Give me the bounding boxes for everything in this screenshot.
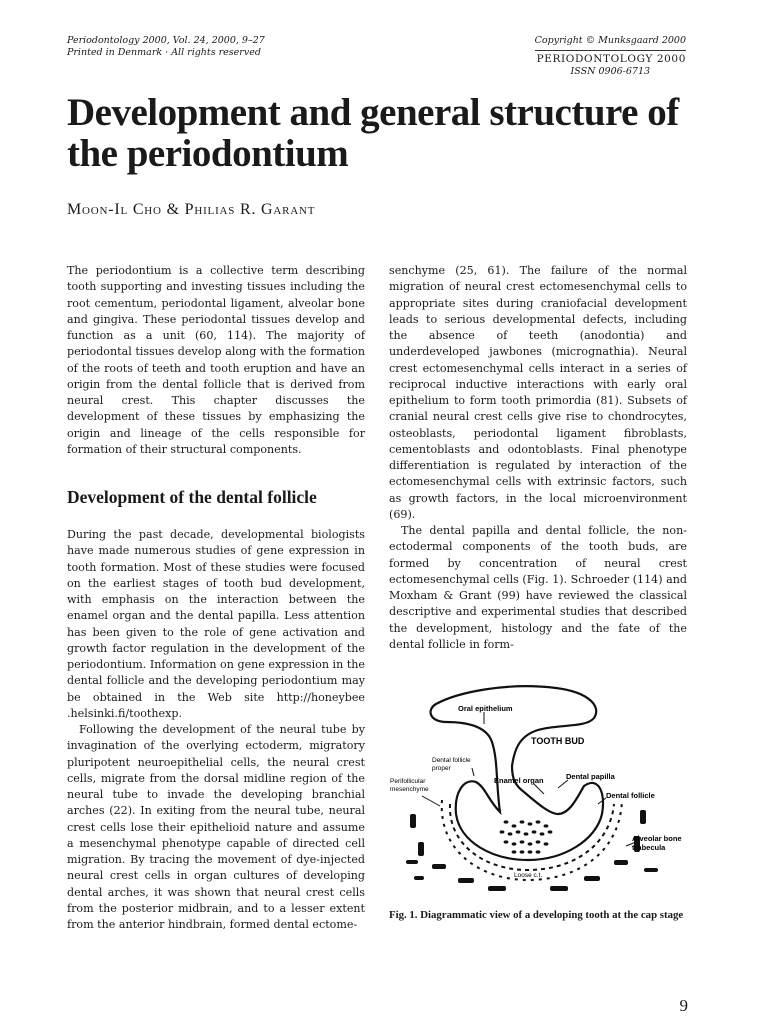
section-heading: Development of the dental follicle bbox=[67, 487, 317, 507]
issn-line: ISSN 0906-6713 bbox=[570, 66, 651, 77]
article-authors: Moon-Il Cho & Philias R. Garant bbox=[67, 201, 316, 218]
citation-line: Periodontology 2000, Vol. 24, 2000, 9–27 bbox=[67, 35, 265, 46]
label-perifollicular: mesenchyme bbox=[390, 786, 429, 793]
figure-caption: Fig. 1. Diagrammatic view of a developing tooth at the cap stage bbox=[389, 909, 684, 921]
right-column bbox=[389, 263, 687, 653]
label-dental-follicle: Dental follicle bbox=[606, 791, 655, 800]
label-dental-follicle-proper: Dental follicle bbox=[432, 757, 471, 764]
label-enamel-organ: Enamel organ bbox=[494, 776, 544, 785]
body-paragraph: During the past decade, developmental biologists have made numerous studies of gene expression in tooth formation. Most of these studies were focused on the earliest stages of tooth bud development, with emphasis on the interaction between the enamel organ and the dental papilla. Less attention has been given to the role of gene activation and growth factor regulation in the development of the periodontium. Information on gene expression in the dental follicle and the developing periodontium may be obtained in the Web site http://honeybee .helsinki.fi/toothexp. bbox=[67, 528, 365, 720]
body-paragraph: senchyme (25, 61). The failure of the normal migration of neural crest ectomesenchymal cells to appropriate sites during craniofacial development leads to serious developmental defects, including the absence of teeth (anodontia) and underdeveloped jawbones (micrognathia). Neural crest ectomesenchymal cells interact in a series of reciprocal inductive interactions with early oral epithelium to form tooth primordia (81). Subsets of cranial neural crest cells give rise to chondrocytes, osteoblasts, periodontal ligament fibroblasts, cementoblasts and odontoblasts. Final phenotype differentiation is regulated by interaction of the ectomesenchymal cells with extrinsic factors, such as growth factors, in the local microenvironment (69). bbox=[389, 264, 687, 521]
page-number: 9 bbox=[679, 996, 688, 1015]
label-alveolar-bone: Alveolar bone bbox=[632, 834, 682, 843]
label-loose-ct: Loose c.t. bbox=[514, 872, 543, 879]
printed-line: Printed in Denmark · All rights reserved bbox=[67, 47, 261, 58]
label-tooth-bud: TOOTH BUD bbox=[531, 736, 585, 746]
label-perifollicular: Perifollicular bbox=[390, 778, 426, 785]
label-alveolar-bone: trabecula bbox=[632, 843, 666, 852]
label-dental-papilla: Dental papilla bbox=[566, 772, 615, 781]
dental-papilla-cells bbox=[500, 820, 553, 853]
left-column bbox=[67, 263, 365, 933]
journal-name: PERIODONTOLOGY 2000 bbox=[535, 50, 686, 65]
tooth-bud-diagram bbox=[388, 664, 688, 896]
intro-paragraph: The periodontium is a collective term describing tooth supporting and investing tissues including the root cementum, periodontal ligament, alveolar bone and gingiva. These periodontal tissues develop and function as a unit (60, 114). The majority of periodontal tissues develop along with the formation of the roots of teeth and tooth eruption and have an origin from the dental follicle that is derived from neural crest. This chapter discusses the development of these tissues by emphasizing the origin and lineage of the cells responsible for formation of their structural components. bbox=[67, 264, 365, 456]
label-dental-follicle-proper: proper bbox=[432, 765, 451, 772]
article-title: Development and general structure of the periodontium bbox=[67, 91, 679, 175]
journal-citation bbox=[67, 35, 265, 59]
body-paragraph: Following the development of the neural tube by invagination of the overlying ectoderm, migratory pluripotent neuroepithelial cells, the neural crest cells, migrate from the dorsal midline region of the neural tube to invade the developing branchial arches (22). In exiting from the neural tube, neural crest cells lose their epithelioid nature and assume a mesenchymal phenotype capable of directed cell migration. By tracing the movement of dye-injected neural crest cells in organ cultures of developing dental arches, it was shown that neural crest cells from the posterior midbrain, and to a lesser extent from the anterior hindbrain, formed dental ectome- bbox=[67, 723, 365, 931]
label-oral-epithelium: Oral epithelium bbox=[458, 704, 513, 713]
body-paragraph: The dental papilla and dental follicle, the non-ectodermal components of the tooth buds, are formed by concentration of neural crest ectomesenchymal cells (Fig. 1). Schroeder (114) and Moxham & Grant (99) have reviewed the classical descriptive and experimental studies that described the development, histology and the fate of the dental follicle in form- bbox=[389, 524, 687, 651]
copyright-line: Copyright © Munksgaard 2000 bbox=[534, 35, 686, 46]
journal-masthead bbox=[535, 35, 686, 78]
